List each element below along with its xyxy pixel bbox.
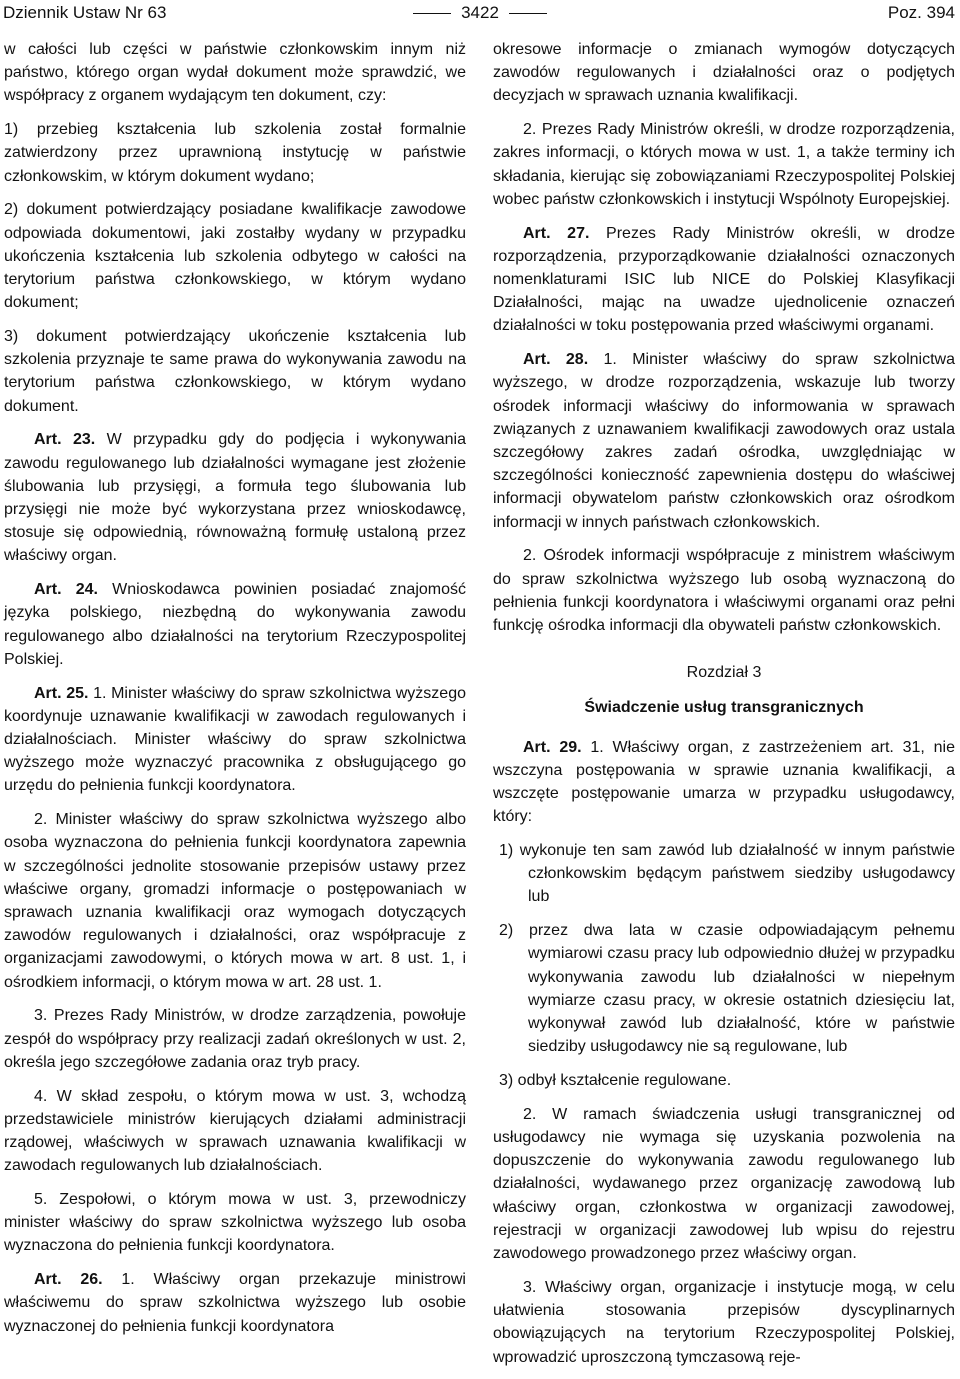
left-column (4, 38, 466, 1348)
article-label: Art. 25. (34, 684, 89, 702)
article-label: Art. 26. (34, 1271, 103, 1289)
article-text: 1. Właściwy organ przekazuje ministrowi właściwemu do spraw szkolnictwa wyższego lub osobie wyznaczonej do pełnienia funkcji koordynatora (4, 1271, 466, 1335)
chapter-heading: Rozdział 3 (686, 664, 762, 682)
dash-left (413, 13, 451, 14)
article-26 (4, 1268, 466, 1338)
article-label: Art. 24. (34, 581, 98, 599)
article-24 (4, 578, 466, 671)
article-text: Prezes Rady Ministrów określi, w drodze rozporządzenia, przyporządkowanie działalności oznaczonych nomenklaturami ISIC lub NICE do Polskiej Klasyfikacji Działalności, mając na uwadze ujednolicenie oznaczeń działalności w toku postępowania przed właściwymi organami. (493, 224, 955, 335)
list-item: 3) dokument potwierdzający ukończenie kształcenia lub szkolenia przyznaje te same prawa do wykonywania zawodu na terytorium państwa członkowskiego, w którym wydano dokument. (4, 328, 466, 415)
list-item: 2) przez dwa lata w czasie odpowiadającym pełnemu wymiarowi czasu pracy lub odpowiednio dłużej w przypadku wykonywania zawodu lub działalności w niepełnym wymiarze czasu pracy, w okresie ostatnich dziesięciu lat, wykonywał zawód lub działalność, które w państwie siedziby usługodawcy nie są regulowane, lub (499, 922, 955, 1056)
paragraph: 2. Minister właściwy do spraw szkolnictwa wyższego albo osoba wyznaczona do pełnienia funkcji koordynatora zapewnia w szczególności jednolite stosowanie przepisów ustawy przez właściwe organy, gromadzi informacje o postępowaniach w sprawach uznania kwalifikacji oraz wymogach dotyczących zawodów regulowanych i działalności, oraz współpracuje z organizacjami zawodowymi, o których mowa w art. 8 ust. 1, i ośrodkiem informacji, o którym mowa w art. 28 ust. 1. (4, 811, 466, 991)
list-item: 1) przebieg kształcenia lub szkolenia został formalnie zatwierdzony przez uprawnioną instytucję w państwie członkowskim, w którym dokument wydano; (4, 121, 466, 185)
article-29 (493, 736, 955, 829)
article-27 (493, 222, 955, 338)
paragraph: 2. Ośrodek informacji współpracuje z ministrem właściwym do spraw szkolnictwa wyższego lub osobą wyznaczoną do pełnienia funkcji koordynatora i właściwymi organami oraz pełni funkcję ośrodka informacji dla obywateli państw członkowskich. (493, 547, 955, 635)
paragraph: w całości lub części w państwie członkowskim innym niż państwo, którego organ wydał dokument może sprawdzić, we współpracy z organem wydającym ten dokument, czy: (4, 41, 466, 105)
article-text: W przypadku gdy do podjęcia i wykonywania zawodu regulowanego lub działalności wymagane jest złożenie ślubowania lub przysięgi, a formuła tego ślubowania lub przysięgi nie może być wykorzystana przez wnioskodawcę, stosuje się odpowiednią, równoważną formułę ustaloną przez właściwy organ. (4, 431, 466, 565)
article-label: Art. 28. (523, 351, 589, 369)
right-column (493, 38, 955, 1379)
page-number (394, 0, 566, 26)
paragraph: 3. Prezes Rady Ministrów, w drodze zarządzenia, powołuje zespół do współpracy przy realizacji zadań określonych w ust. 2, określa jego szczegółowe zadania oraz tryb pracy. (4, 1007, 466, 1071)
article-25 (4, 682, 466, 798)
journal-title: Dziennik Ustaw Nr 63 (3, 3, 167, 22)
article-28 (493, 348, 955, 534)
position-number: Poz. 394 (887, 3, 955, 22)
paragraph: 5. Zespołowi, o którym mowa w ust. 3, przewodniczy minister właściwy do spraw szkolnictwa wyższego lub osoba wyznaczona do pełnienia funkcji koordynatora. (4, 1191, 466, 1255)
page-header (0, 0, 960, 26)
paragraph: okresowe informacje o zmianach wymogów dotyczących zawodów regulowanych i działalności oraz o podjętych decyzjach w sprawach uznania kwalifikacji. (493, 41, 955, 105)
list-item: 1) wykonuje ten sam zawód lub działalność w innym państwie członkowskim będącym państwem siedziby usługodawcy lub (499, 842, 955, 906)
article-label: Art. 23. (34, 431, 96, 449)
page-number-text: 3422 (461, 3, 499, 22)
article-label: Art. 27. (523, 224, 590, 242)
list-item: 3) odbył kształcenie regulowane. (499, 1072, 732, 1090)
dash-right (509, 13, 547, 14)
list-item: 2) dokument potwierdzający posiadane kwalifikacje zawodowe odpowiada dokumentowi, jaki zostałby wydany w przypadku ukończenia kształcenia lub szkolenia odbytego w całości na terytorium państwa członkowskiego, w którym wydano dokument; (4, 201, 466, 312)
article-text: 1. Właściwy organ, z zastrzeżeniem art. 31, nie wszczyna postępowania w sprawie uznania kwalifikacji, a wszczęte postępowanie umarza w przypadku usługodawcy, który: (493, 738, 955, 826)
chapter-title: Świadczenie usług transgranicznych (584, 699, 864, 717)
paragraph: 3. Właściwy organ, organizacje i instytucje mogą, w celu ułatwienia stosowania przepisów dyscyplinarnych obowiązujących na terytorium Rzeczypospolitej Polskiej, wprowadzić uproszczoną tymczasową reje- (493, 1278, 955, 1366)
article-label: Art. 29. (523, 738, 582, 756)
article-text: Wnioskodawca powinien posiadać znajomość języka polskiego, niezbędną do wykonywania zawodu regulowanego albo działalności na terytorium Rzeczypospolitej Polskiej. (4, 581, 466, 668)
paragraph: 2. Prezes Rady Ministrów określi, w drodze rozporządzenia, zakres informacji, o których mowa w ust. 1, a także terminy ich składania, kierując się zobowiązaniami Rzeczypospolitej Polskiej wobec państw członkowskich i instytucji Wspólnoty Europejskiej. (493, 121, 955, 208)
article-text: 1. Minister właściwy do spraw szkolnictwa wyższego, w drodze rozporządzenia, wskazuje lub tworzy ośrodek informacji właściwy do informowania w sprawach związanych z uznawaniem kwalifikacji zawodowych oraz ustala szczegółowy zakres zadań ośrodka, uwzględniając w szczególności konieczność zapewnienia dostępu do właściwej informacji obywatelom państw członkowskich oraz ośrodkom informacji w innych państwach członkowskich. (493, 351, 956, 531)
article-23 (4, 428, 466, 567)
paragraph: 2. W ramach świadczenia usługi transgranicznej od usługodawcy nie wymaga się uzyskania pozwolenia na dopuszczenie do wykonywania zawodu regulowanego lub działalności, wydawanego przez organizację zawodową lub właściwy organ, członkostwa w organizacji zawodowej, rejestracji w organizacji zawodowej lub wpisu do rejestru zawodowego prowadzonego przez właściwy organ. (493, 1105, 955, 1263)
paragraph: 4. W skład zespołu, o którym mowa w ust. 3, wchodzą przedstawiciele ministrów kierujących działami administracji rządowej, właściwych w sprawach uznawania kwalifikacji w zawodach regulowanych lub działalnościach. (4, 1087, 466, 1175)
article-text: 1. Minister właściwy do spraw szkolnictwa wyższego koordynuje uznawanie kwalifikacji w zawodach regulowanych i działalnościach. Minister właściwy do spraw szkolnictwa wyższego może wyznaczyć pracownika z obsługującego go urzędu do pełnienia funkcji koordynatora. (4, 684, 466, 795)
